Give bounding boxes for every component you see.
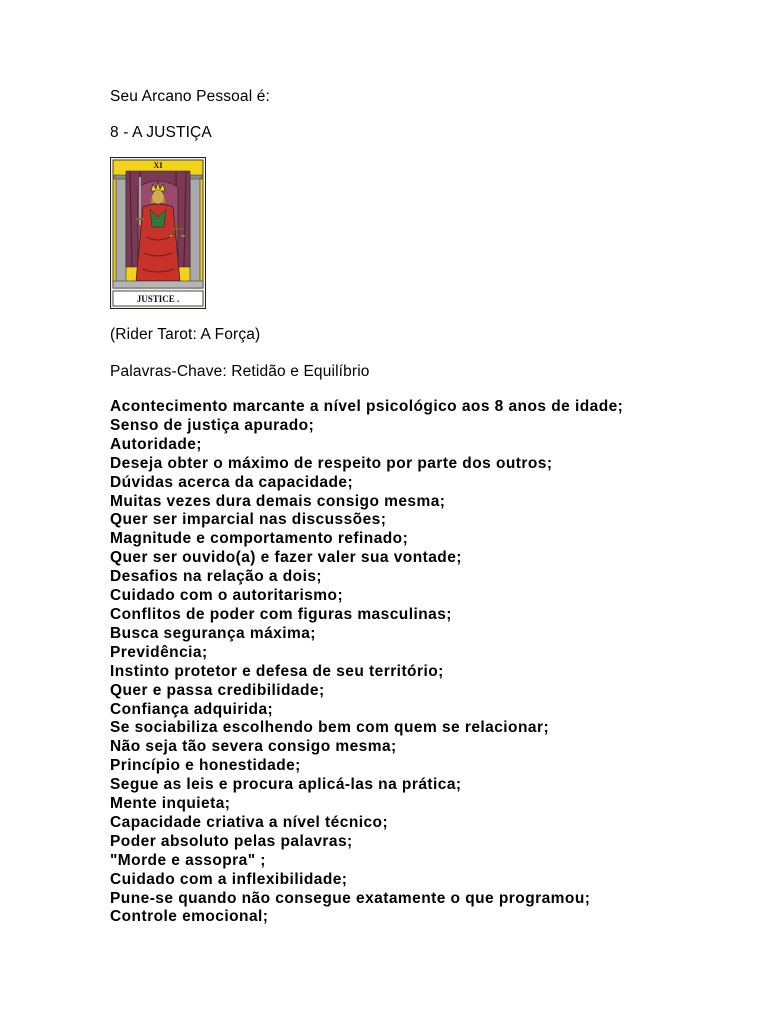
keywords-line: Palavras-Chave: Retidão e Equilíbrio: [110, 363, 370, 380]
trait-item: Controle emocional;: [110, 908, 269, 926]
trait-item: Previdência;: [110, 643, 208, 661]
trait-item: Quer ser ouvido(a) e fazer valer sua vontade;: [110, 549, 462, 567]
card-numeral: XI: [153, 161, 163, 170]
trait-item: Deseja obter o máximo de respeito por parte dos outros;: [110, 454, 553, 472]
trait-item: Poder absoluto pelas palavras;: [110, 832, 353, 850]
trait-item: Acontecimento marcante a nível psicológico aos 8 anos de idade;: [110, 398, 624, 415]
card-caption: JUSTICE .: [136, 294, 180, 304]
tarot-source-note: (Rider Tarot: A Força): [110, 326, 261, 343]
trait-item: Instinto protetor e defesa de seu território;: [110, 662, 444, 680]
trait-item: Quer ser imparcial nas discussões;: [110, 511, 387, 529]
trait-item: Quer e passa credibilidade;: [110, 681, 325, 699]
trait-item: Conflitos de poder com figuras masculinas;: [110, 605, 452, 623]
trait-item: Autoridade;: [110, 435, 202, 453]
trait-item: Muitas vezes dura demais consigo mesma;: [110, 492, 446, 510]
trait-item: Princípio e honestidade;: [110, 757, 301, 775]
trait-item: Se sociabiliza escolhendo bem com quem se relacionar;: [110, 719, 550, 737]
trait-item: Busca segurança máxima;: [110, 624, 316, 642]
justice-tarot-card-image: [110, 157, 206, 309]
trait-item: Dúvidas acerca da capacidade;: [110, 473, 354, 491]
trait-item: Cuidado com a inflexibilidade;: [110, 870, 348, 888]
trait-item: Desafios na relação a dois;: [110, 568, 323, 586]
trait-item: Capacidade criativa a nível técnico;: [110, 813, 389, 831]
traits-list: [110, 398, 623, 927]
trait-item: Senso de justiça apurado;: [110, 416, 315, 434]
trait-item: Magnitude e comportamento refinado;: [110, 530, 409, 548]
page-heading: Seu Arcano Pessoal é:: [110, 88, 270, 105]
trait-item: Pune-se quando não consegue exatamente o que programou;: [110, 889, 591, 907]
trait-item: "Morde e assopra" ;: [110, 851, 266, 869]
trait-item: Não seja tão severa consigo mesma;: [110, 738, 397, 756]
trait-item: Segue as leis e procura aplicá-las na prática;: [110, 776, 462, 794]
trait-item: Cuidado com o autoritarismo;: [110, 587, 344, 605]
arcana-title: 8 - A JUSTIÇA: [110, 124, 212, 141]
trait-item: Confiança adquirida;: [110, 700, 274, 718]
trait-item: Mente inquieta;: [110, 795, 231, 813]
